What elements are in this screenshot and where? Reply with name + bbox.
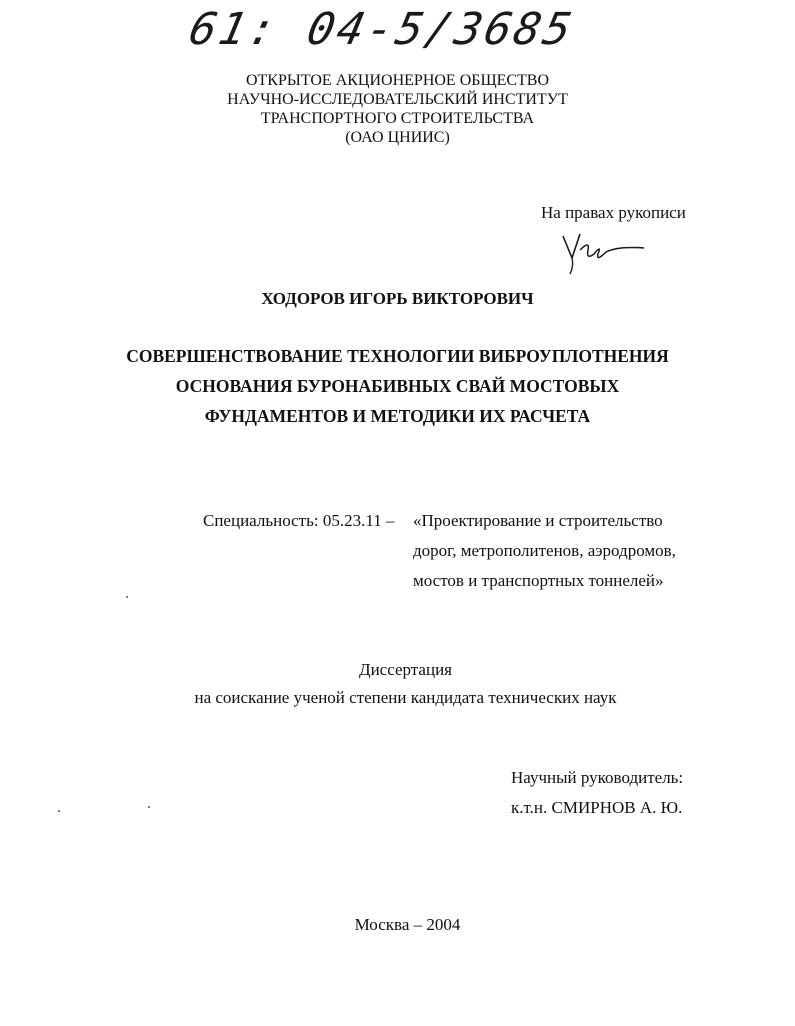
manuscript-note: На правах рукописи	[541, 203, 686, 222]
organization-line: ТРАНСПОРТНОГО СТРОИТЕЛЬСТВА	[260, 110, 535, 127]
supervisor-label: Научный руководитель:	[511, 768, 684, 787]
organization-line: ОТКРЫТОЕ АКЦИОНЕРНОЕ ОБЩЕСТВО	[245, 72, 550, 89]
city-year: Москва – 2004	[354, 915, 461, 934]
specialty-line: «Проектирование и строительство	[413, 511, 663, 530]
organization-line: НАУЧНО-ИССЛЕДОВАТЕЛЬСКИЙ ИНСТИТУТ	[227, 91, 568, 108]
scan-speck	[126, 596, 128, 598]
dissertation-title	[0, 341, 795, 431]
title-line: ФУНДАМЕНТОВ И МЕТОДИКИ ИХ РАСЧЕТА	[204, 406, 591, 426]
specialty-description	[413, 506, 676, 596]
scan-speck	[58, 810, 60, 812]
specialty-line: мостов и транспортных тоннелей»	[413, 571, 664, 590]
dissertation-type: Диссертация	[358, 660, 452, 679]
scan-speck	[148, 806, 150, 808]
specialty-line: дорог, метрополитенов, аэродромов,	[413, 541, 676, 560]
title-line: ОСНОВАНИЯ БУРОНАБИВНЫХ СВАЙ МОСТОВЫХ	[175, 376, 620, 396]
author-name: ХОДОРОВ ИГОРЬ ВИКТОРОВИЧ	[261, 289, 534, 308]
dissertation-purpose: на соискание ученой степени кандидата технических наук	[194, 688, 617, 707]
organization-line: (ОАО ЦНИИС)	[345, 129, 450, 146]
title-line: СОВЕРШЕНСТВОВАНИЕ ТЕХНОЛОГИИ ВИБРОУПЛОТНЕНИЯ	[126, 346, 669, 366]
organization-block	[0, 71, 795, 147]
specialty-label: Специальность: 05.23.11 –	[203, 511, 395, 530]
supervisor-name: к.т.н. СМИРНОВ А. Ю.	[511, 798, 683, 817]
author-signature	[558, 228, 648, 278]
archive-number-handwritten: 61: 04-5/3685	[184, 4, 579, 55]
